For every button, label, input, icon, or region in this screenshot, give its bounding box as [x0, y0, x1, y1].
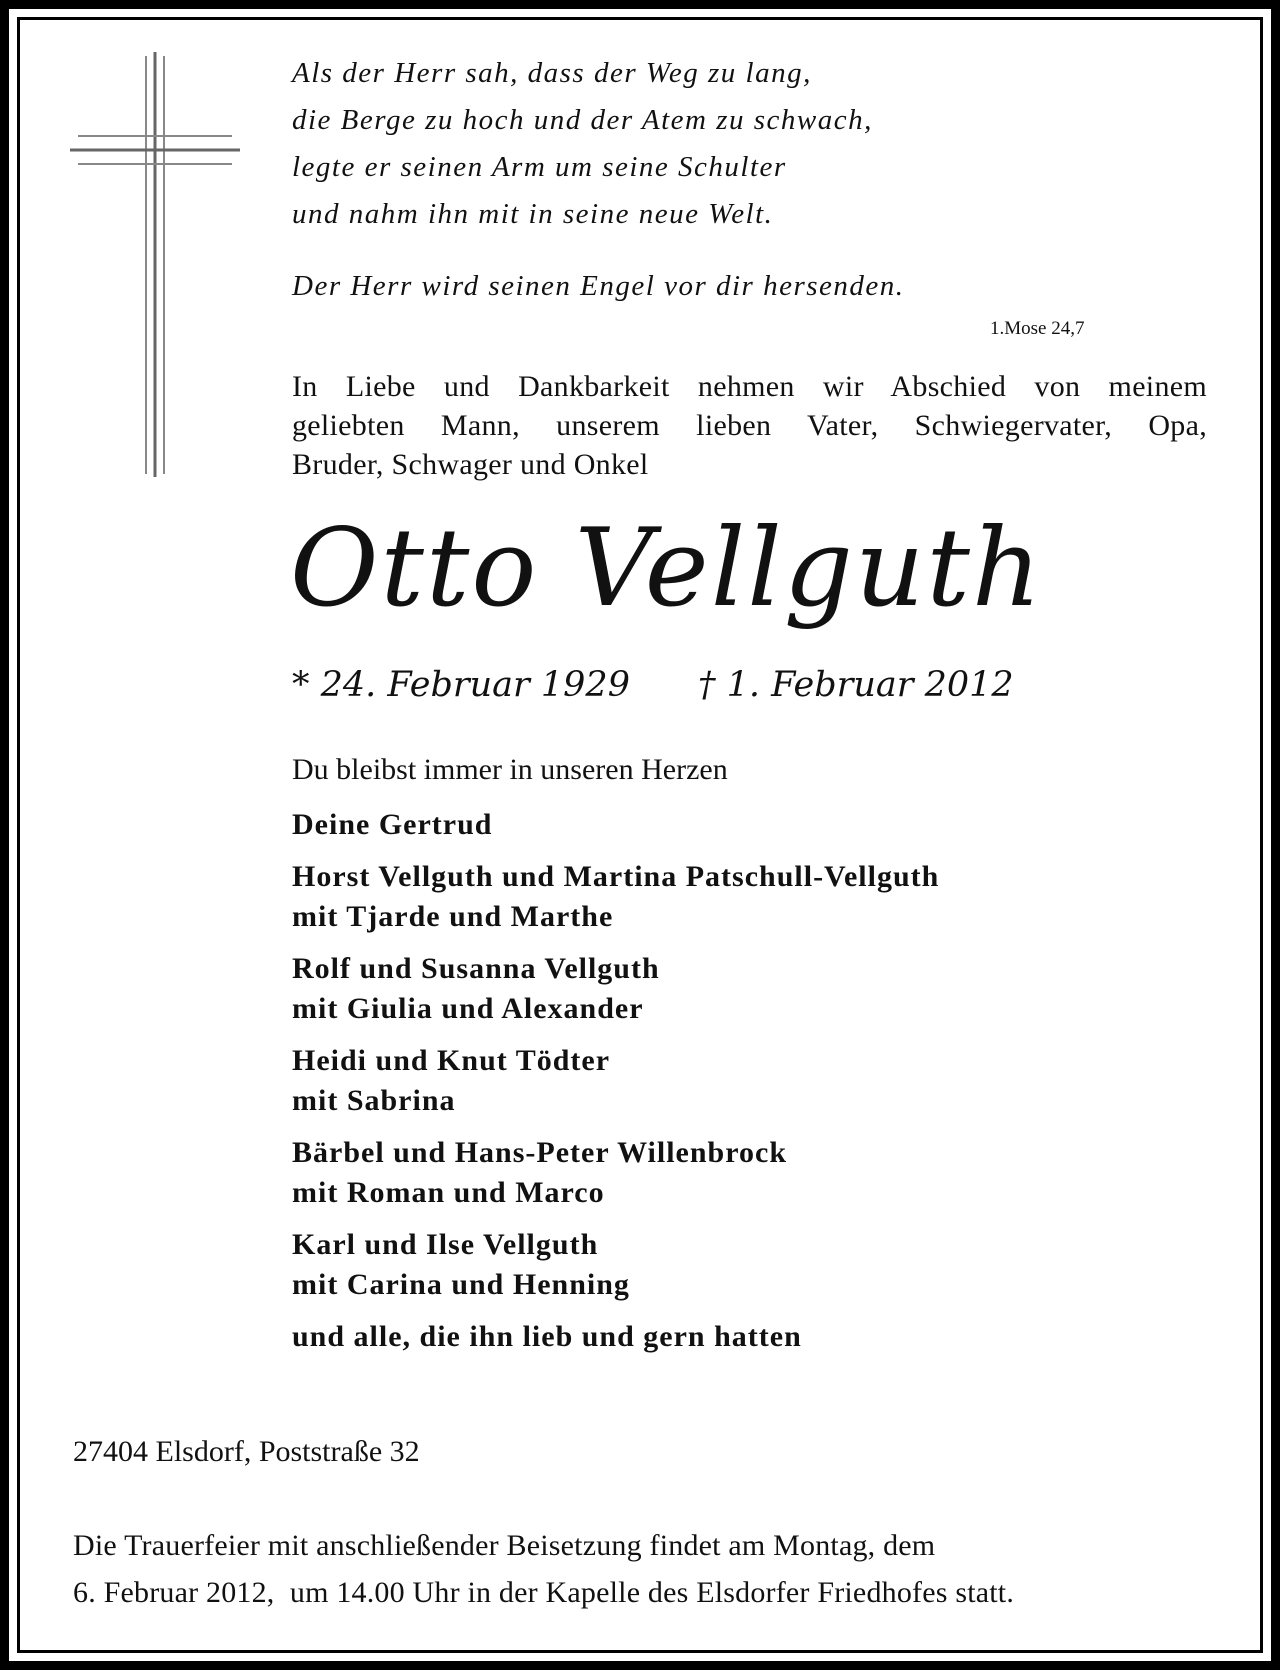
remembrance-line: Du bleibst immer in unseren Herzen [292, 753, 728, 786]
farewell-intro [292, 367, 1207, 484]
verse-reference: 1.Mose 24,7 [990, 318, 1085, 339]
mourner-line: mit Roman und Marco [292, 1176, 605, 1209]
poem-line: die Berge zu hoch und der Atem zu schwach, [292, 104, 873, 136]
intro-line: In Liebe und Dankbarkeit nehmen wir Abschied von meinem [292, 370, 1207, 403]
funeral-notice [73, 1522, 1014, 1616]
poem-line: und nahm ihn mit in seine neue Welt. [292, 198, 774, 230]
mourner-group [292, 1317, 1207, 1357]
family-address: 27404 Elsdorf, Poststraße 32 [73, 1435, 420, 1468]
mourner-line: und alle, die ihn lieb und gern hatten [292, 1320, 802, 1353]
bible-verse: Der Herr wird seinen Engel vor dir hersenden. [292, 270, 905, 302]
funeral-line: Die Trauerfeier mit anschließender Beisetzung findet am Montag, dem [73, 1529, 936, 1562]
mourner-group [292, 857, 1207, 937]
mourner-group [292, 1133, 1207, 1213]
intro-line: Bruder, Schwager und Onkel [292, 448, 649, 481]
mourner-line: mit Sabrina [292, 1084, 456, 1117]
intro-line: geliebten Mann, unserem lieben Vater, Schwiegervater, Opa, [292, 409, 1207, 442]
mourner-group [292, 1041, 1207, 1121]
mourner-line: mit Carina und Henning [292, 1268, 630, 1301]
poem [292, 50, 1207, 238]
cross-icon [70, 52, 240, 477]
poem-line: legte er seinen Arm um seine Schulter [292, 151, 787, 183]
mourner-line: Horst Vellguth und Martina Patschull-Vellguth [292, 860, 940, 893]
birth-date: * 24. Februar 1929 [292, 665, 630, 705]
mourner-line: Karl und Ilse Vellguth [292, 1228, 599, 1261]
mourner-line: Rolf und Susanna Vellguth [292, 952, 660, 985]
mourner-group [292, 949, 1207, 1029]
mourner-line: Heidi und Knut Tödter [292, 1044, 611, 1077]
mourner-group [292, 805, 1207, 845]
funeral-line: 6. Februar 2012, um 14.00 Uhr in der Kapelle des Elsdorfer Friedhofes statt. [73, 1576, 1015, 1609]
mourner-line: mit Tjarde und Marthe [292, 900, 614, 933]
mourner-line: Bärbel und Hans-Peter Willenbrock [292, 1136, 787, 1169]
mourners-list [292, 805, 1207, 1369]
poem-line: Als der Herr sah, dass der Weg zu lang, [292, 57, 812, 89]
mourner-group [292, 1225, 1207, 1305]
mourner-line: Deine Gertrud [292, 808, 493, 841]
mourner-line: mit Giulia und Alexander [292, 992, 644, 1025]
life-dates [292, 665, 1014, 705]
death-date: † 1. Februar 2012 [697, 665, 1014, 705]
deceased-name: Otto Vellguth [290, 506, 1044, 631]
